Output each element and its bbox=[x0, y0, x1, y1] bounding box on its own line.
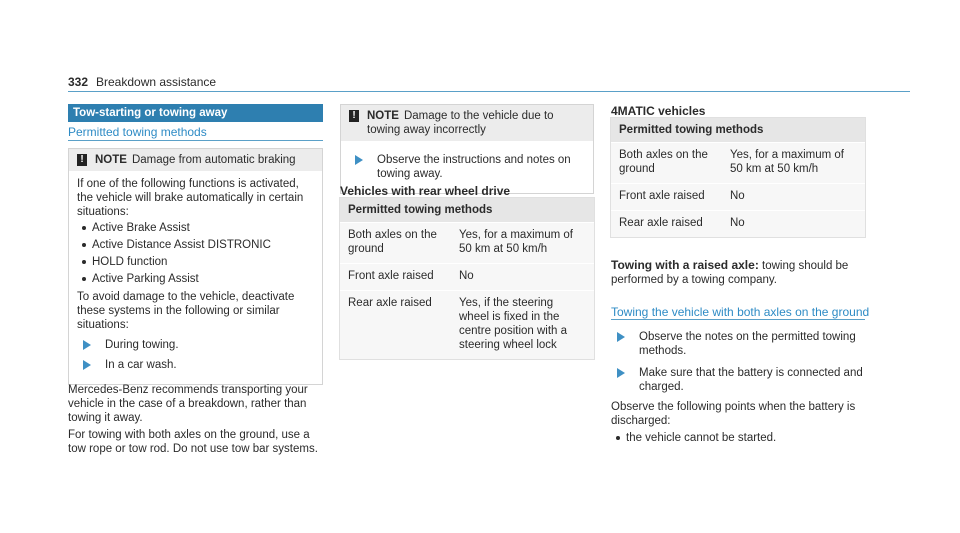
table-row: Front axle raised No bbox=[340, 264, 594, 291]
note-advice: To avoid damage to the vehicle, deactivate these systems in the following or similar situations: bbox=[77, 291, 295, 331]
note-intro: If one of the following functions is activated, the vehicle will brake automatically in certain situations: bbox=[77, 178, 304, 218]
arrow-right-icon bbox=[83, 360, 91, 370]
raised-axle-text bbox=[611, 258, 865, 287]
list-item: Active Parking Assist bbox=[77, 272, 314, 286]
table-header: Permitted towing methods bbox=[340, 198, 594, 223]
rwd-towing-table bbox=[340, 198, 594, 359]
4matic-towing-table bbox=[611, 118, 865, 237]
note-header bbox=[69, 149, 322, 171]
raised-axle-label: Towing with a raised axle: bbox=[611, 258, 759, 272]
arrow-right-icon bbox=[83, 340, 91, 350]
rwd-table-wrap bbox=[340, 198, 594, 359]
warning-icon: ! bbox=[349, 110, 359, 122]
list-item: the vehicle cannot be started. bbox=[611, 431, 865, 445]
page-number: 332 bbox=[68, 75, 89, 89]
note-heading: Damage from automatic braking bbox=[131, 154, 296, 166]
note-label: NOTE bbox=[367, 110, 399, 122]
table-row: Rear axle raised Yes, if the steering wheel is fixed in the centre position with a steering wheel lock bbox=[340, 291, 594, 360]
table-row: Both axles on the ground Yes, for a maximum of 50 km at 50 km/h bbox=[611, 143, 865, 184]
header-rule bbox=[68, 91, 910, 92]
table-header: Permitted towing methods bbox=[611, 118, 865, 143]
step-item: During towing. bbox=[77, 338, 314, 352]
raised-axle-desc: towing should be performed by a towing company. bbox=[611, 260, 849, 286]
paragraph: Observe the following points when the battery is discharged: bbox=[611, 401, 856, 427]
paragraph: For towing with both axles on the ground, use a tow rope or tow rod. Do not use tow bar systems. bbox=[68, 429, 318, 455]
table-row: Front axle raised No bbox=[611, 184, 865, 211]
list-item: Active Brake Assist bbox=[77, 221, 314, 235]
subsection-title: Permitted towing methods bbox=[68, 125, 207, 139]
subsection-rule bbox=[611, 319, 865, 320]
arrow-right-icon bbox=[355, 155, 363, 165]
note-heading: Damage to the vehicle due to towing away incorrectly bbox=[367, 110, 554, 136]
list-item: HOLD function bbox=[77, 255, 314, 269]
rwd-heading: Vehicles with rear wheel drive bbox=[340, 184, 511, 198]
4matic-heading: 4MATIC vehicles bbox=[611, 104, 706, 118]
function-list bbox=[77, 221, 314, 286]
note-label: NOTE bbox=[95, 154, 127, 166]
step-item: Make sure that the battery is connected and charged. bbox=[611, 366, 865, 394]
note-body bbox=[69, 171, 322, 384]
page-title: Breakdown assistance bbox=[96, 75, 217, 89]
note-box-towing bbox=[340, 104, 594, 194]
note-header bbox=[341, 105, 593, 141]
subsection-rule bbox=[68, 140, 323, 141]
steps-block bbox=[611, 324, 865, 449]
body-text bbox=[68, 383, 323, 459]
arrow-right-icon bbox=[617, 332, 625, 342]
step-item: In a car wash. bbox=[77, 358, 314, 372]
section-title-bar: Tow-starting or towing away bbox=[68, 104, 323, 122]
step-item: Observe the notes on the permitted towing methods. bbox=[611, 330, 865, 358]
4matic-table-wrap bbox=[611, 118, 865, 237]
step-item: Observe the instructions and notes on towing away. bbox=[349, 153, 585, 181]
note-box-braking bbox=[68, 148, 323, 385]
subsection-title: Towing the vehicle with both axles on the ground bbox=[611, 305, 870, 319]
warning-icon: ! bbox=[77, 154, 87, 166]
table-row: Both axles on the ground Yes, for a maximum of 50 km at 50 km/h bbox=[340, 223, 594, 264]
arrow-right-icon bbox=[617, 368, 625, 378]
paragraph: Mercedes-Benz recommends transporting your vehicle in the case of a breakdown, rather than towing it away. bbox=[68, 384, 308, 424]
list-item: Active Distance Assist DISTRONIC bbox=[77, 238, 314, 252]
battery-list bbox=[611, 431, 865, 445]
table-row: Rear axle raised No bbox=[611, 211, 865, 238]
